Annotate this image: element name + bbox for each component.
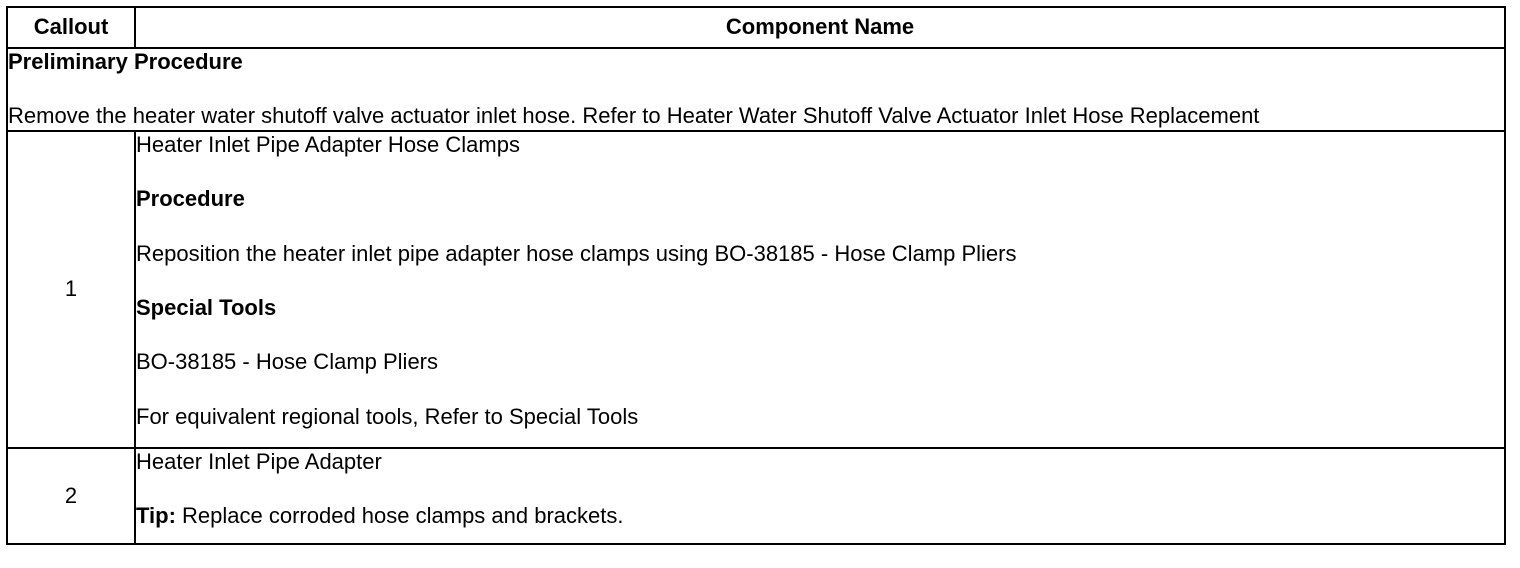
procedure-text: Reposition the heater inlet pipe adapter hose clamps using BO-38185 - Hose Clamp Pliers: [136, 240, 1017, 266]
table-row: [7, 131, 1505, 448]
special-tools-text: BO-38185 - Hose Clamp Pliers: [136, 349, 439, 375]
procedure-heading: Procedure: [136, 186, 245, 212]
tip-text: Replace corroded hose clamps and brackets.: [175, 503, 624, 529]
header-callout: Callout: [7, 7, 135, 48]
spacer: [136, 376, 1504, 404]
component-cell: [135, 448, 1505, 544]
table-row: [7, 448, 1505, 544]
preliminary-text: Remove the heater water shutoff valve actuator inlet hose. Refer to Heater Water Shutoff Valve Actuator Inlet Hose Replacement: [8, 103, 1260, 129]
preliminary-cell: [7, 48, 1505, 131]
callout-number: 1: [7, 131, 135, 448]
preliminary-row: [7, 48, 1505, 131]
tip-line: [136, 503, 1504, 529]
component-table: [6, 6, 1506, 545]
special-tools-heading: Special Tools: [136, 294, 277, 320]
spacer: [136, 158, 1504, 186]
header-component-name: Component Name: [135, 7, 1505, 48]
component-cell: [135, 131, 1505, 448]
spacer: [136, 321, 1504, 349]
component-name: Heater Inlet Pipe Adapter: [136, 448, 382, 474]
preliminary-heading: Preliminary Procedure: [8, 49, 243, 74]
callout-number: 2: [7, 448, 135, 544]
spacer: [8, 75, 1504, 103]
tip-label: Tip:: [136, 503, 176, 529]
spacer: [136, 213, 1504, 241]
spacer: [136, 267, 1504, 295]
special-tools-note: For equivalent regional tools, Refer to Special Tools: [136, 403, 639, 429]
table-header-row: [7, 7, 1505, 48]
component-name: Heater Inlet Pipe Adapter Hose Clamps: [136, 131, 520, 157]
spacer: [136, 475, 1504, 503]
